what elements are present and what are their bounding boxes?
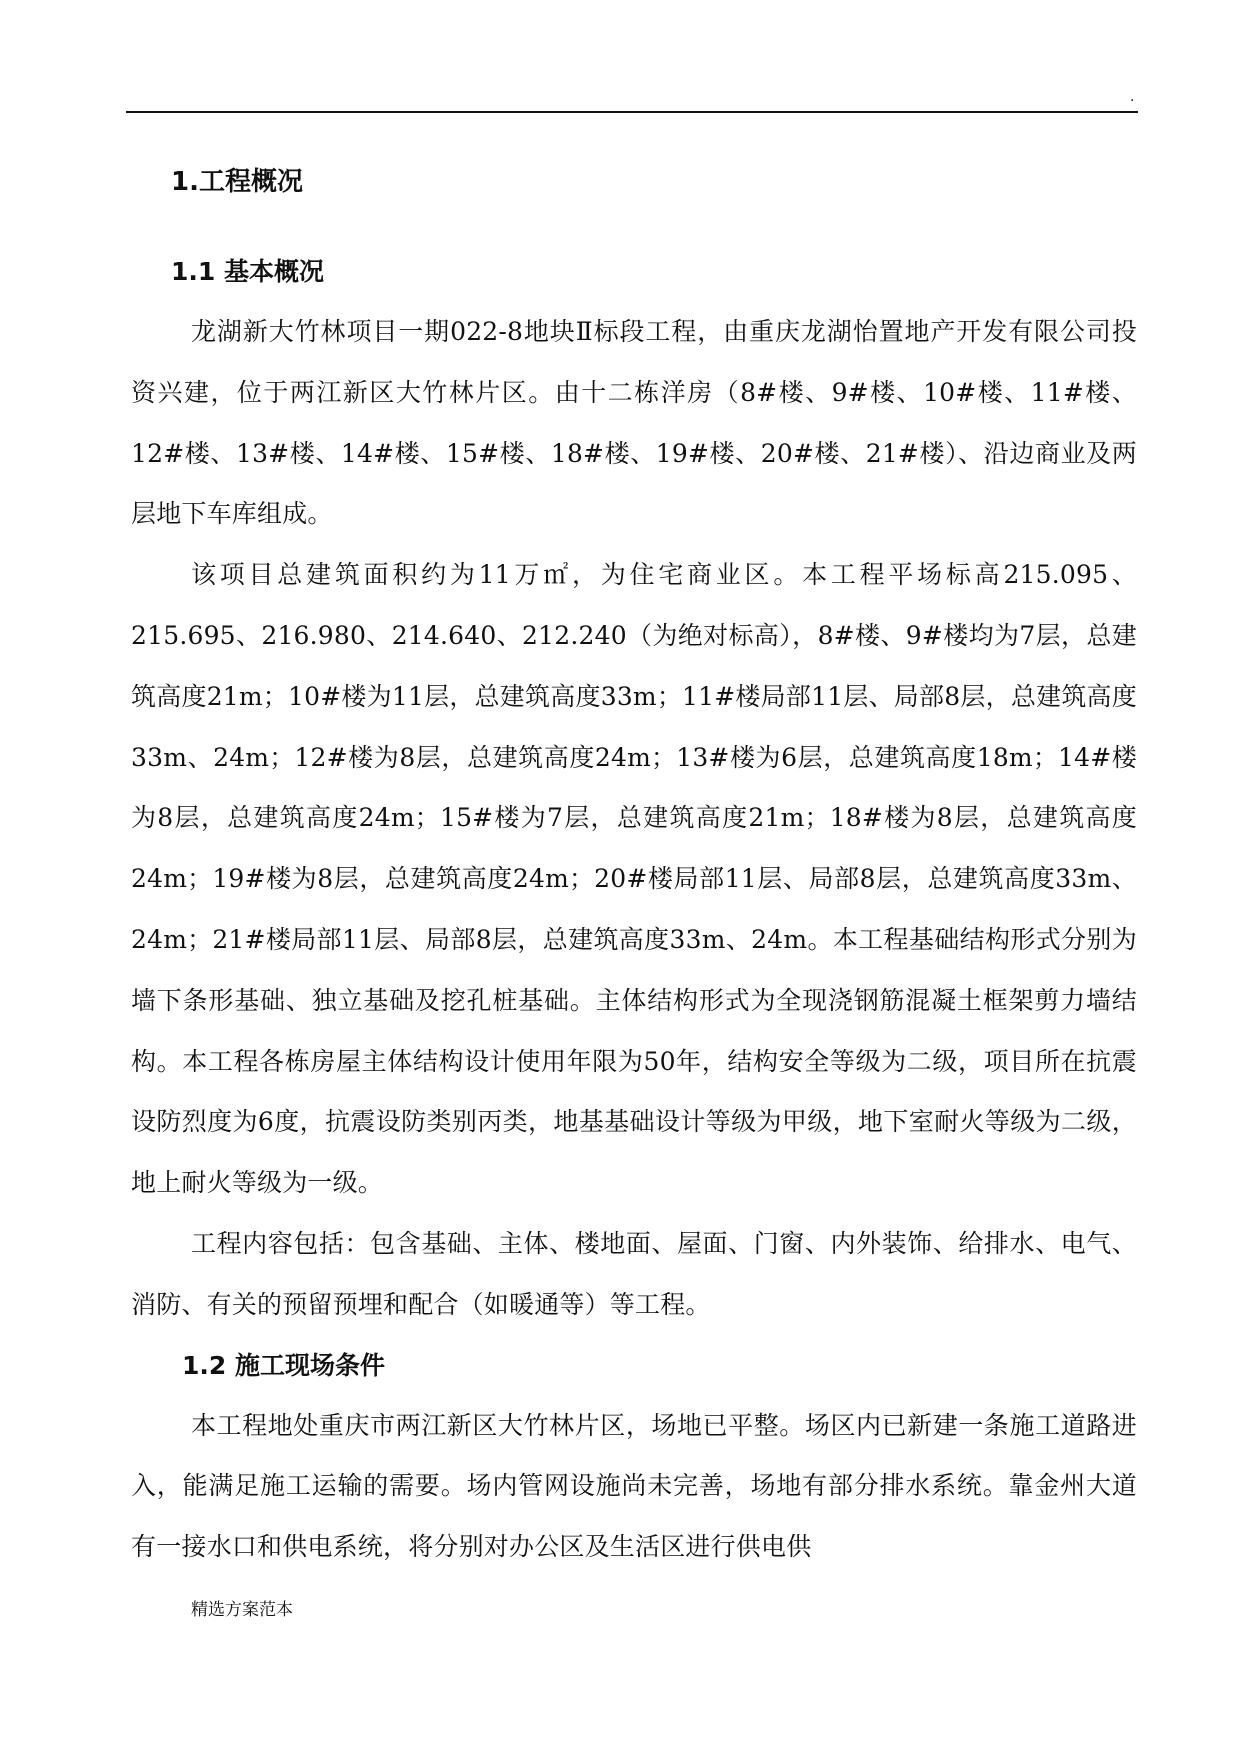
paragraph-scope-of-work: 工程内容包括：包含基础、主体、楼地面、屋面、门窗、内外装饰、给排水、电气、消防、有关的预留预埋和配合（如暖通等）等工程。 [131,1228,1137,1319]
heading-project-overview: 1.工程概况 [171,167,303,197]
paragraph-building-specs: 该项目总建筑面积约为11万㎡，为住宅商业区。本工程平场标高215.095、215.695、216.980、214.640、212.240（为绝对标高），8#楼、9#楼均为7层，总建筑高度21m；10#楼为11层，总建筑高度33m；11#楼局部11层、局部8层，总建筑高度33m、24m；12#楼为8层，总建筑高度24m；13#楼为6层，总建筑高度18m；14#楼为8层，总建筑高度24m；15#楼为7层，总建筑高度21m；18#楼为8层，总建筑高度24m；19#楼为8层，总建筑高度24m；20#楼局部11层、局部8层，总建筑高度33m、24m；21#楼局部11层、局部8层，总建筑高度33m、24m。本工程基础结构形式分别为墙下条形基础、独立基础及挖孔桩基础。主体结构形式为全现浇钢筋混凝土框架剪力墙结构。本工程各栋房屋主体结构设计使用年限为50年，结构安全等级为二级，项目所在抗震设防烈度为6度，抗震设防类别丙类，地基基础设计等级为甲级，地下室耐火等级为二级，地上耐火等级为一级。 [131,560,1137,1198]
header-rule [126,111,1138,113]
header-mark: . [1130,89,1135,105]
footer-label: 精选方案范本 [191,1600,293,1620]
paragraph-project-intro: 龙湖新大竹林项目一期022-8地块Ⅱ标段工程，由重庆龙湖怡置地产开发有限公司投资兴建，位于两江新区大竹林片区。由十二栋洋房（8#楼、9#楼、10#楼、11#楼、12#楼、13#楼、14#楼、15#楼、18#楼、19#楼、20#楼、21#楼）、沿边商业及两层地下车库组成。 [131,317,1137,529]
paragraph-site-conditions: 本工程地处重庆市两江新区大竹林片区，场地已平整。场区内已新建一条施工道路进入，能满足施工运输的需要。场内管网设施尚未完善，场地有部分排水系统。靠金州大道有一接水口和供电系统，将分别对办公区及生活区进行供电供 [131,1410,1137,1562]
heading-site-conditions: 1.2 施工现场条件 [182,1350,385,1380]
heading-basic-overview: 1.1 基本概况 [171,257,324,286]
document-body [131,152,1137,1578]
